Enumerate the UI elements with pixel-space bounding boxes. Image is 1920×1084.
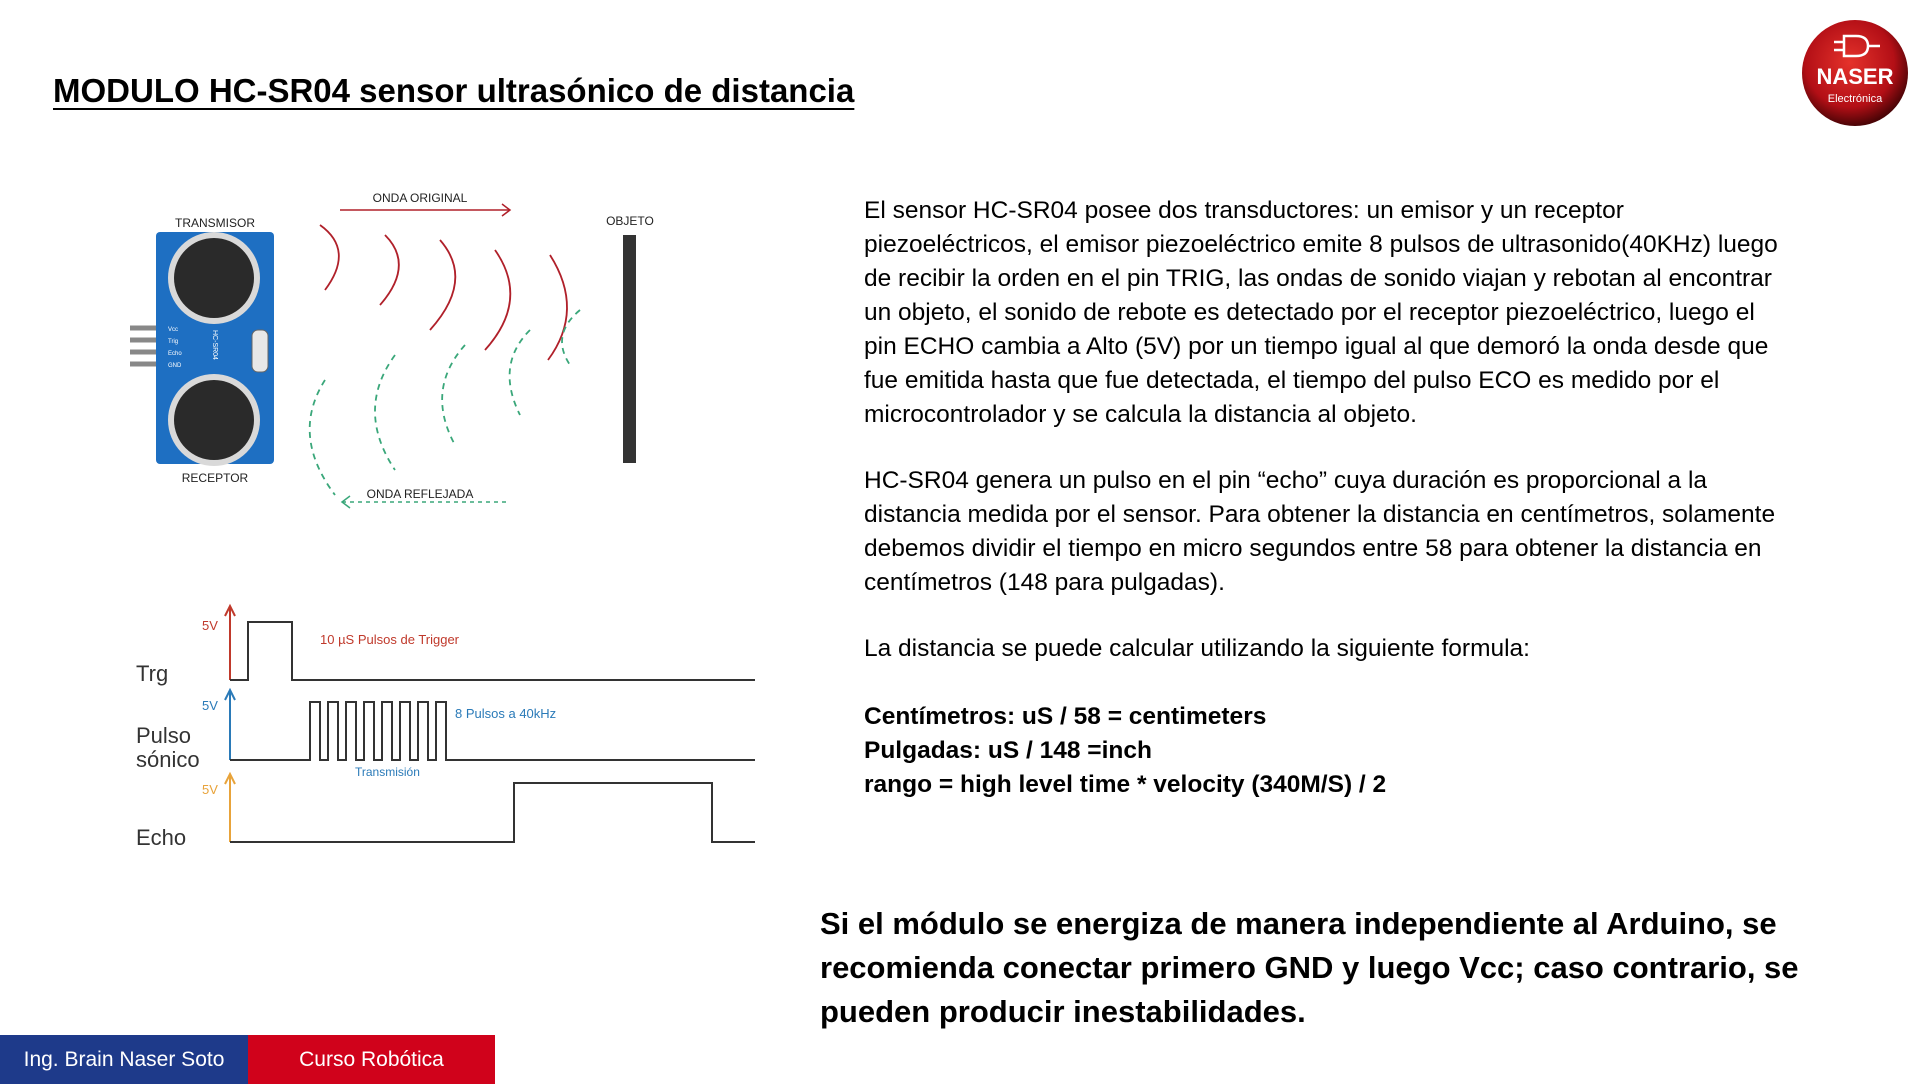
- pulse-label-2: sónico: [136, 747, 200, 772]
- pulse-label-1: Pulso: [136, 723, 192, 748]
- module-text: HC-SR04: [211, 330, 218, 360]
- echo-label: Echo: [136, 825, 187, 850]
- receiver-label: RECEPTOR: [181, 471, 249, 485]
- formula-intro: La distancia se puede calcular utilizando la siguiente formula:: [864, 635, 1530, 662]
- naser-logo: [1800, 18, 1910, 128]
- original-wave-arrow: [340, 204, 510, 216]
- sensor-diagram: [110, 180, 670, 520]
- formula-list: [864, 700, 1386, 802]
- svg-text:Trig: Trig: [168, 339, 179, 345]
- logo-name: NASER: [1816, 64, 1894, 89]
- reflected-wave-label: ONDA REFLEJADA: [366, 487, 474, 501]
- svg-text:Echo: Echo: [168, 351, 182, 357]
- pulses-note: 8 Pulsos a 40kHz: [455, 706, 557, 721]
- warning-note: Si el módulo se energiza de manera independiente al Arduino, se recomienda conectar primero GND y luego Vcc; caso contrario, se pueden producir inestabilidades.: [820, 906, 1799, 1029]
- trg-signal: [230, 622, 755, 680]
- svg-text:GND: GND: [168, 363, 182, 369]
- transmission-note: Transmisión: [355, 765, 420, 779]
- timing-diagram: [120, 580, 770, 880]
- logo-subtitle: Electrónica: [1827, 93, 1883, 105]
- echo-voltage: 5V: [202, 782, 218, 797]
- pulse-axis: [225, 690, 235, 760]
- trg-voltage: 5V: [202, 618, 218, 633]
- page-title: MODULO HC-SR04 sensor ultrasónico de distancia: [53, 72, 855, 109]
- echo-axis: [225, 774, 235, 842]
- echo-signal: [230, 783, 755, 842]
- sensor-pins: [130, 328, 158, 364]
- trg-label: Trg: [136, 661, 169, 686]
- author-footer: Ing. Brain Naser Soto: [0, 1035, 248, 1084]
- formula-range: rango = high level time * velocity (340M/S) / 2: [864, 771, 1387, 798]
- trg-axis: [225, 606, 235, 680]
- svg-text:Vcc: Vcc: [168, 327, 179, 333]
- crystal: [252, 330, 268, 372]
- original-waves: [320, 225, 567, 360]
- formula-inch: Pulgadas: uS / 148 =inch: [864, 737, 1152, 764]
- trigger-note: 10 µS Pulsos de Trigger: [320, 632, 460, 647]
- pulse-voltage: 5V: [202, 698, 218, 713]
- original-wave-label: ONDA ORIGINAL: [372, 191, 468, 205]
- object-label: OBJETO: [606, 214, 654, 228]
- course-footer: Curso Robótica: [248, 1035, 495, 1084]
- formula-cm: Centímetros: uS / 58 = centimeters: [864, 703, 1267, 730]
- transmitter-label: TRANSMISOR: [174, 216, 256, 230]
- echo-paragraph: HC-SR04 genera un pulso en el pin “echo” cuya duración es proporcional a la distancia medida por el sensor. Para obtener la distancia en centímetros, solamente debemos dividir el tiempo en micro segundos entre 58 para obtener la distancia en centímetros (148 para pulgadas).: [864, 467, 1776, 596]
- description-paragraph: El sensor HC-SR04 posee dos transductores: un emisor y un receptor piezoeléctricos, el emisor piezoeléctrico emite 8 pulsos de ultrasonido(40KHz) luego de recibir la orden en el pin TRIG, las ondas de sonido viajan y rebotan al encontrar un objeto, el sonido de rebote es detectado por el receptor piezoeléctrico, luego el pin ECHO cambia a Alto (5V) por un tiempo igual al que demoró la onda desde que fue emitida hasta que fue detectada, el tiempo del pulso ECO es medido por el microcontrolador y se calcula la distancia al objeto.: [864, 197, 1778, 428]
- reflected-waves: [310, 310, 580, 495]
- object-bar: [623, 235, 636, 463]
